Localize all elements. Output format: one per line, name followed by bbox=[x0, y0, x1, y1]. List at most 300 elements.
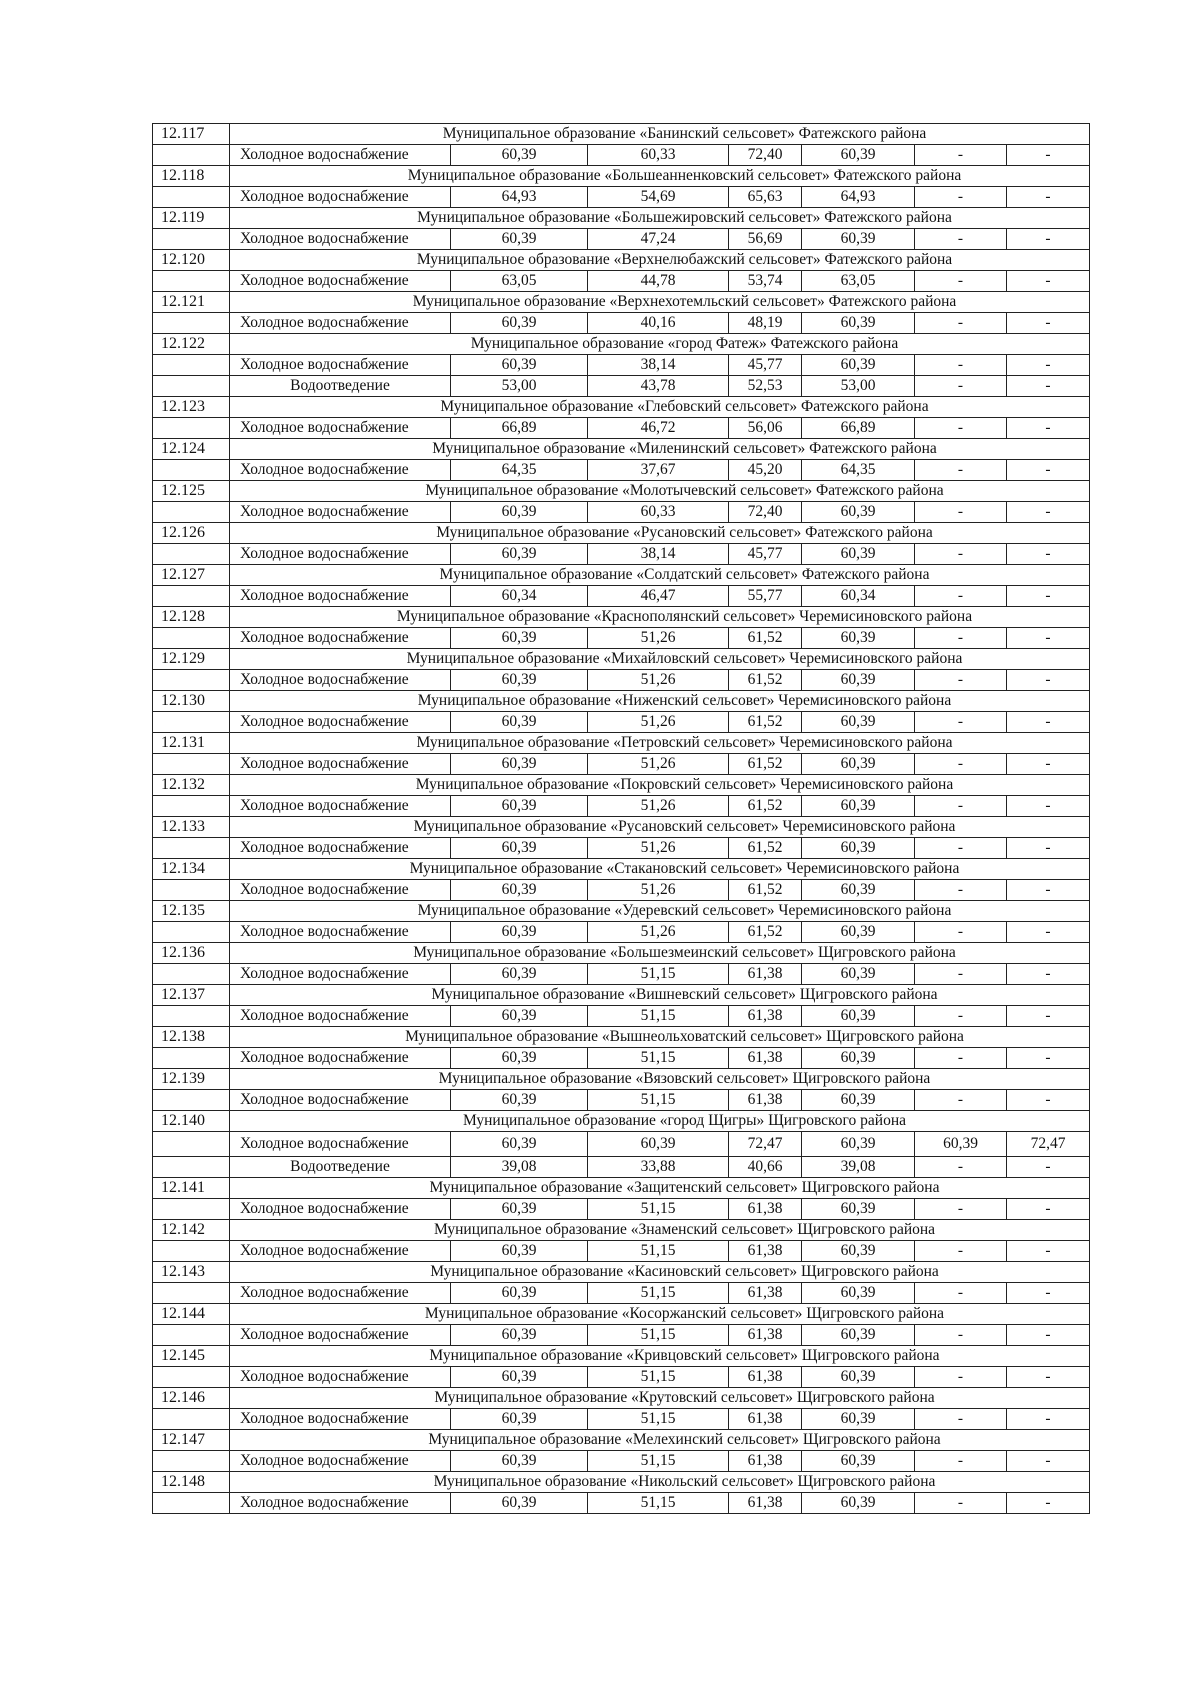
tariff-value: - bbox=[1007, 376, 1090, 397]
section-number: 12.143 bbox=[153, 1262, 230, 1283]
section-number: 12.120 bbox=[153, 250, 230, 271]
tariff-value: 61,38 bbox=[729, 1048, 802, 1069]
tariff-value: 51,26 bbox=[588, 880, 729, 901]
tariff-value: 51,26 bbox=[588, 670, 729, 691]
tariff-value: 60,39 bbox=[802, 1006, 915, 1027]
tariff-value: 38,14 bbox=[588, 544, 729, 565]
section-header-row bbox=[153, 250, 1090, 271]
blank-cell bbox=[153, 355, 230, 376]
tariff-value: 61,52 bbox=[729, 838, 802, 859]
section-title: Муниципальное образование «Большежировский сельсовет» Фатежского района bbox=[230, 208, 1090, 229]
tariff-value: - bbox=[1007, 544, 1090, 565]
tariff-value: 61,38 bbox=[729, 1006, 802, 1027]
section-title: Муниципальное образование «Кривцовский сельсовет» Щигровского района bbox=[230, 1346, 1090, 1367]
tariff-table bbox=[152, 123, 1090, 1514]
tariff-value: - bbox=[1007, 922, 1090, 943]
tariff-value: - bbox=[915, 964, 1007, 985]
section-title: Муниципальное образование «Вязовский сельсовет» Щигровского района bbox=[230, 1069, 1090, 1090]
tariff-value: 66,89 bbox=[451, 418, 588, 439]
tariff-value: 60,39 bbox=[802, 502, 915, 523]
service-name: Холодное водоснабжение bbox=[230, 838, 451, 859]
blank-cell bbox=[153, 628, 230, 649]
blank-cell bbox=[153, 1451, 230, 1472]
tariff-row bbox=[153, 796, 1090, 817]
tariff-value: 61,52 bbox=[729, 796, 802, 817]
tariff-row bbox=[153, 460, 1090, 481]
tariff-value: - bbox=[1007, 1451, 1090, 1472]
section-title: Муниципальное образование «город Щигры» Щигровского района bbox=[230, 1111, 1090, 1132]
tariff-value: - bbox=[915, 796, 1007, 817]
section-number: 12.127 bbox=[153, 565, 230, 586]
tariff-value: 51,15 bbox=[588, 1325, 729, 1346]
tariff-value: 60,39 bbox=[451, 754, 588, 775]
service-name: Холодное водоснабжение bbox=[230, 1048, 451, 1069]
section-header-row bbox=[153, 1111, 1090, 1132]
blank-cell bbox=[153, 1006, 230, 1027]
tariff-value: 48,19 bbox=[729, 313, 802, 334]
tariff-value: 51,15 bbox=[588, 964, 729, 985]
blank-cell bbox=[153, 187, 230, 208]
tariff-value: - bbox=[1007, 628, 1090, 649]
tariff-value: 60,39 bbox=[451, 145, 588, 166]
tariff-value: 61,52 bbox=[729, 754, 802, 775]
tariff-value: 60,39 bbox=[802, 1199, 915, 1220]
tariff-value: 55,77 bbox=[729, 586, 802, 607]
tariff-value: 61,38 bbox=[729, 1451, 802, 1472]
tariff-value: 52,53 bbox=[729, 376, 802, 397]
section-title: Муниципальное образование «Петровский сельсовет» Черемисиновского района bbox=[230, 733, 1090, 754]
tariff-value: 39,08 bbox=[802, 1157, 915, 1178]
section-number: 12.126 bbox=[153, 523, 230, 544]
tariff-value: 51,26 bbox=[588, 754, 729, 775]
section-header-row bbox=[153, 1346, 1090, 1367]
tariff-value: 60,39 bbox=[802, 1451, 915, 1472]
blank-cell bbox=[153, 922, 230, 943]
tariff-value: - bbox=[915, 313, 1007, 334]
tariff-value: 60,39 bbox=[915, 1132, 1007, 1157]
blank-cell bbox=[153, 796, 230, 817]
blank-cell bbox=[153, 586, 230, 607]
tariff-value: - bbox=[915, 628, 1007, 649]
tariff-value: 60,39 bbox=[451, 1132, 588, 1157]
tariff-value: 39,08 bbox=[451, 1157, 588, 1178]
tariff-value: 60,39 bbox=[451, 313, 588, 334]
tariff-value: 61,52 bbox=[729, 922, 802, 943]
tariff-value: 60,39 bbox=[451, 229, 588, 250]
service-name: Холодное водоснабжение bbox=[230, 502, 451, 523]
service-name: Холодное водоснабжение bbox=[230, 355, 451, 376]
tariff-value: 60,39 bbox=[802, 1241, 915, 1262]
blank-cell bbox=[153, 1199, 230, 1220]
section-number: 12.148 bbox=[153, 1472, 230, 1493]
tariff-value: 61,52 bbox=[729, 628, 802, 649]
tariff-value: 60,39 bbox=[802, 964, 915, 985]
tariff-value: - bbox=[1007, 964, 1090, 985]
section-number: 12.125 bbox=[153, 481, 230, 502]
section-title: Муниципальное образование «Михайловский сельсовет» Черемисиновского района bbox=[230, 649, 1090, 670]
tariff-value: - bbox=[915, 460, 1007, 481]
tariff-row bbox=[153, 1090, 1090, 1111]
tariff-value: 60,39 bbox=[451, 964, 588, 985]
tariff-value: 60,39 bbox=[451, 1409, 588, 1430]
blank-cell bbox=[153, 1325, 230, 1346]
section-title: Муниципальное образование «город Фатеж» Фатежского района bbox=[230, 334, 1090, 355]
tariff-value: 46,47 bbox=[588, 586, 729, 607]
section-title: Муниципальное образование «Верхнехотемльский сельсовет» Фатежского района bbox=[230, 292, 1090, 313]
tariff-value: - bbox=[915, 355, 1007, 376]
tariff-value: 61,38 bbox=[729, 1199, 802, 1220]
tariff-value: 53,00 bbox=[451, 376, 588, 397]
blank-cell bbox=[153, 1367, 230, 1388]
tariff-value: 60,39 bbox=[451, 1048, 588, 1069]
tariff-value: 60,39 bbox=[802, 754, 915, 775]
section-title: Муниципальное образование «Миленинский сельсовет» Фатежского района bbox=[230, 439, 1090, 460]
section-title: Муниципальное образование «Банинский сельсовет» Фатежского района bbox=[230, 124, 1090, 145]
section-title: Муниципальное образование «Верхнелюбажский сельсовет» Фатежского района bbox=[230, 250, 1090, 271]
section-header-row bbox=[153, 775, 1090, 796]
tariff-value: - bbox=[1007, 754, 1090, 775]
service-name: Холодное водоснабжение bbox=[230, 1493, 451, 1514]
blank-cell bbox=[153, 964, 230, 985]
tariff-value: 51,26 bbox=[588, 922, 729, 943]
tariff-value: 61,38 bbox=[729, 1283, 802, 1304]
tariff-value: 60,39 bbox=[451, 355, 588, 376]
blank-cell bbox=[153, 1283, 230, 1304]
tariff-row bbox=[153, 229, 1090, 250]
tariff-value: - bbox=[915, 586, 1007, 607]
tariff-value: 40,66 bbox=[729, 1157, 802, 1178]
tariff-value: - bbox=[915, 1493, 1007, 1514]
tariff-value: 51,26 bbox=[588, 712, 729, 733]
section-header-row bbox=[153, 943, 1090, 964]
section-header-row bbox=[153, 859, 1090, 880]
section-number: 12.124 bbox=[153, 439, 230, 460]
section-header-row bbox=[153, 1262, 1090, 1283]
section-title: Муниципальное образование «Удеревский сельсовет» Черемисиновского района bbox=[230, 901, 1090, 922]
tariff-value: 51,15 bbox=[588, 1199, 729, 1220]
tariff-value: - bbox=[915, 670, 1007, 691]
tariff-value: - bbox=[915, 145, 1007, 166]
tariff-value: 64,35 bbox=[802, 460, 915, 481]
tariff-value: - bbox=[1007, 313, 1090, 334]
tariff-row bbox=[153, 1325, 1090, 1346]
tariff-value: 61,38 bbox=[729, 1367, 802, 1388]
section-title: Муниципальное образование «Знаменский сельсовет» Щигровского района bbox=[230, 1220, 1090, 1241]
tariff-value: 51,26 bbox=[588, 838, 729, 859]
tariff-value: 46,72 bbox=[588, 418, 729, 439]
section-title: Муниципальное образование «Большезмеинский сельсовет» Щигровского района bbox=[230, 943, 1090, 964]
tariff-value: 60,39 bbox=[451, 1325, 588, 1346]
section-header-row bbox=[153, 733, 1090, 754]
tariff-value: - bbox=[1007, 187, 1090, 208]
section-number: 12.119 bbox=[153, 208, 230, 229]
tariff-row bbox=[153, 880, 1090, 901]
blank-cell bbox=[153, 1157, 230, 1178]
blank-cell bbox=[153, 1241, 230, 1262]
tariff-row bbox=[153, 502, 1090, 523]
service-name: Холодное водоснабжение bbox=[230, 460, 451, 481]
tariff-value: 60,39 bbox=[451, 544, 588, 565]
tariff-value: - bbox=[915, 1409, 1007, 1430]
section-title: Муниципальное образование «Большеанненковский сельсовет» Фатежского района bbox=[230, 166, 1090, 187]
section-header-row bbox=[153, 649, 1090, 670]
tariff-value: 72,47 bbox=[729, 1132, 802, 1157]
tariff-value: 51,26 bbox=[588, 628, 729, 649]
service-name: Холодное водоснабжение bbox=[230, 670, 451, 691]
service-name: Водоотведение bbox=[230, 1157, 451, 1178]
tariff-value: - bbox=[915, 838, 1007, 859]
section-header-row bbox=[153, 1027, 1090, 1048]
tariff-value: - bbox=[915, 712, 1007, 733]
tariff-value: 60,39 bbox=[588, 1132, 729, 1157]
service-name: Холодное водоснабжение bbox=[230, 964, 451, 985]
tariff-value: 51,15 bbox=[588, 1367, 729, 1388]
section-number: 12.117 bbox=[153, 124, 230, 145]
tariff-value: 61,38 bbox=[729, 1090, 802, 1111]
service-name: Холодное водоснабжение bbox=[230, 796, 451, 817]
tariff-row bbox=[153, 1409, 1090, 1430]
section-number: 12.130 bbox=[153, 691, 230, 712]
tariff-row bbox=[153, 376, 1090, 397]
tariff-value: 60,39 bbox=[451, 1241, 588, 1262]
section-number: 12.121 bbox=[153, 292, 230, 313]
blank-cell bbox=[153, 544, 230, 565]
tariff-value: 60,39 bbox=[451, 1367, 588, 1388]
blank-cell bbox=[153, 1493, 230, 1514]
service-name: Холодное водоснабжение bbox=[230, 1090, 451, 1111]
tariff-value: 60,39 bbox=[802, 1283, 915, 1304]
tariff-value: - bbox=[915, 502, 1007, 523]
section-number: 12.132 bbox=[153, 775, 230, 796]
tariff-value: - bbox=[1007, 1409, 1090, 1430]
tariff-value: 56,06 bbox=[729, 418, 802, 439]
tariff-value: - bbox=[1007, 418, 1090, 439]
section-title: Муниципальное образование «Глебовский сельсовет» Фатежского района bbox=[230, 397, 1090, 418]
service-name: Холодное водоснабжение bbox=[230, 187, 451, 208]
tariff-value: 60,39 bbox=[451, 1199, 588, 1220]
tariff-value: 60,39 bbox=[802, 1325, 915, 1346]
section-title: Муниципальное образование «Стакановский сельсовет» Черемисиновского района bbox=[230, 859, 1090, 880]
service-name: Холодное водоснабжение bbox=[230, 313, 451, 334]
tariff-value: - bbox=[915, 1199, 1007, 1220]
tariff-value: 61,38 bbox=[729, 1241, 802, 1262]
tariff-value: 61,52 bbox=[729, 670, 802, 691]
tariff-value: 60,39 bbox=[802, 229, 915, 250]
tariff-value: 72,40 bbox=[729, 502, 802, 523]
tariff-value: - bbox=[915, 1325, 1007, 1346]
tariff-value: - bbox=[1007, 880, 1090, 901]
tariff-value: 61,52 bbox=[729, 712, 802, 733]
section-header-row bbox=[153, 691, 1090, 712]
tariff-value: 60,39 bbox=[802, 355, 915, 376]
section-header-row bbox=[153, 292, 1090, 313]
tariff-row bbox=[153, 355, 1090, 376]
service-name: Холодное водоснабжение bbox=[230, 1367, 451, 1388]
service-name: Холодное водоснабжение bbox=[230, 229, 451, 250]
service-name: Холодное водоснабжение bbox=[230, 880, 451, 901]
section-number: 12.144 bbox=[153, 1304, 230, 1325]
tariff-value: 60,39 bbox=[802, 922, 915, 943]
tariff-value: - bbox=[1007, 712, 1090, 733]
tariff-value: - bbox=[1007, 838, 1090, 859]
section-header-row bbox=[153, 1472, 1090, 1493]
service-name: Холодное водоснабжение bbox=[230, 1325, 451, 1346]
tariff-row bbox=[153, 670, 1090, 691]
section-header-row bbox=[153, 1220, 1090, 1241]
tariff-row bbox=[153, 838, 1090, 859]
tariff-value: - bbox=[1007, 1157, 1090, 1178]
section-header-row bbox=[153, 1388, 1090, 1409]
tariff-value: 66,89 bbox=[802, 418, 915, 439]
blank-cell bbox=[153, 1090, 230, 1111]
section-number: 12.128 bbox=[153, 607, 230, 628]
tariff-value: - bbox=[1007, 1325, 1090, 1346]
tariff-row bbox=[153, 712, 1090, 733]
service-name: Холодное водоснабжение bbox=[230, 1132, 451, 1157]
tariff-value: 44,78 bbox=[588, 271, 729, 292]
tariff-value: - bbox=[1007, 145, 1090, 166]
section-header-row bbox=[153, 208, 1090, 229]
table-body bbox=[153, 124, 1090, 1514]
service-name: Холодное водоснабжение bbox=[230, 418, 451, 439]
section-number: 12.142 bbox=[153, 1220, 230, 1241]
tariff-value: 60,39 bbox=[802, 1048, 915, 1069]
tariff-value: 60,39 bbox=[802, 1132, 915, 1157]
tariff-value: - bbox=[1007, 670, 1090, 691]
tariff-value: 61,38 bbox=[729, 964, 802, 985]
tariff-value: 60,39 bbox=[451, 670, 588, 691]
tariff-value: - bbox=[915, 418, 1007, 439]
service-name: Холодное водоснабжение bbox=[230, 1409, 451, 1430]
tariff-value: 60,39 bbox=[802, 544, 915, 565]
section-header-row bbox=[153, 439, 1090, 460]
blank-cell bbox=[153, 1132, 230, 1157]
tariff-row bbox=[153, 1006, 1090, 1027]
section-title: Муниципальное образование «Мелехинский сельсовет» Щигровского района bbox=[230, 1430, 1090, 1451]
section-title: Муниципальное образование «Солдатский сельсовет» Фатежского района bbox=[230, 565, 1090, 586]
tariff-value: 51,15 bbox=[588, 1090, 729, 1111]
tariff-value: - bbox=[1007, 1006, 1090, 1027]
tariff-value: 63,05 bbox=[451, 271, 588, 292]
tariff-row bbox=[153, 1283, 1090, 1304]
tariff-row bbox=[153, 754, 1090, 775]
tariff-value: 60,39 bbox=[451, 838, 588, 859]
tariff-value: 51,26 bbox=[588, 796, 729, 817]
service-name: Холодное водоснабжение bbox=[230, 628, 451, 649]
service-name: Холодное водоснабжение bbox=[230, 271, 451, 292]
service-name: Холодное водоснабжение bbox=[230, 754, 451, 775]
tariff-value: - bbox=[915, 1283, 1007, 1304]
tariff-value: 64,93 bbox=[802, 187, 915, 208]
tariff-value: 60,34 bbox=[451, 586, 588, 607]
tariff-value: 45,20 bbox=[729, 460, 802, 481]
blank-cell bbox=[153, 145, 230, 166]
tariff-value: 51,15 bbox=[588, 1048, 729, 1069]
tariff-value: - bbox=[915, 229, 1007, 250]
tariff-value: - bbox=[1007, 1283, 1090, 1304]
tariff-value: - bbox=[915, 376, 1007, 397]
tariff-value: - bbox=[915, 880, 1007, 901]
section-title: Муниципальное образование «Ниженский сельсовет» Черемисиновского района bbox=[230, 691, 1090, 712]
section-header-row bbox=[153, 985, 1090, 1006]
tariff-value: 64,93 bbox=[451, 187, 588, 208]
section-number: 12.137 bbox=[153, 985, 230, 1006]
tariff-value: 45,77 bbox=[729, 544, 802, 565]
tariff-value: 37,67 bbox=[588, 460, 729, 481]
tariff-value: - bbox=[1007, 1199, 1090, 1220]
tariff-value: 72,47 bbox=[1007, 1132, 1090, 1157]
tariff-value: - bbox=[1007, 229, 1090, 250]
tariff-row bbox=[153, 586, 1090, 607]
tariff-value: 60,39 bbox=[451, 880, 588, 901]
tariff-value: - bbox=[915, 187, 1007, 208]
section-number: 12.147 bbox=[153, 1430, 230, 1451]
tariff-value: 60,39 bbox=[802, 1409, 915, 1430]
tariff-value: 72,40 bbox=[729, 145, 802, 166]
tariff-value: 51,15 bbox=[588, 1493, 729, 1514]
tariff-value: 60,34 bbox=[802, 586, 915, 607]
tariff-row bbox=[153, 1451, 1090, 1472]
section-header-row bbox=[153, 817, 1090, 838]
tariff-value: - bbox=[1007, 502, 1090, 523]
tariff-value: 51,15 bbox=[588, 1451, 729, 1472]
blank-cell bbox=[153, 418, 230, 439]
blank-cell bbox=[153, 313, 230, 334]
blank-cell bbox=[153, 670, 230, 691]
tariff-value: - bbox=[915, 1241, 1007, 1262]
tariff-value: 61,38 bbox=[729, 1409, 802, 1430]
section-title: Муниципальное образование «Касиновский сельсовет» Щигровского района bbox=[230, 1262, 1090, 1283]
tariff-row bbox=[153, 1199, 1090, 1220]
tariff-value: 60,39 bbox=[802, 1367, 915, 1388]
section-header-row bbox=[153, 523, 1090, 544]
tariff-value: - bbox=[915, 1006, 1007, 1027]
tariff-value: - bbox=[1007, 1367, 1090, 1388]
tariff-value: 60,39 bbox=[802, 313, 915, 334]
tariff-value: - bbox=[1007, 1048, 1090, 1069]
tariff-row bbox=[153, 1048, 1090, 1069]
tariff-value: 60,39 bbox=[802, 838, 915, 859]
tariff-value: 60,39 bbox=[451, 1090, 588, 1111]
section-number: 12.129 bbox=[153, 649, 230, 670]
blank-cell bbox=[153, 229, 230, 250]
blank-cell bbox=[153, 712, 230, 733]
section-header-row bbox=[153, 565, 1090, 586]
tariff-value: 60,39 bbox=[802, 670, 915, 691]
section-number: 12.135 bbox=[153, 901, 230, 922]
section-header-row bbox=[153, 1430, 1090, 1451]
tariff-value: - bbox=[915, 1048, 1007, 1069]
tariff-value: 60,39 bbox=[451, 628, 588, 649]
section-title: Муниципальное образование «Русановский сельсовет» Черемисиновского района bbox=[230, 817, 1090, 838]
tariff-row bbox=[153, 418, 1090, 439]
tariff-value: 33,88 bbox=[588, 1157, 729, 1178]
tariff-value: - bbox=[1007, 1090, 1090, 1111]
tariff-value: - bbox=[915, 1157, 1007, 1178]
tariff-value: 60,39 bbox=[451, 1493, 588, 1514]
section-header-row bbox=[153, 1178, 1090, 1199]
section-number: 12.140 bbox=[153, 1111, 230, 1132]
tariff-value: 43,78 bbox=[588, 376, 729, 397]
tariff-value: 60,39 bbox=[802, 1493, 915, 1514]
blank-cell bbox=[153, 502, 230, 523]
tariff-value: 60,39 bbox=[451, 712, 588, 733]
section-header-row bbox=[153, 334, 1090, 355]
tariff-value: 61,38 bbox=[729, 1325, 802, 1346]
tariff-row bbox=[153, 145, 1090, 166]
service-name: Холодное водоснабжение bbox=[230, 586, 451, 607]
service-name: Холодное водоснабжение bbox=[230, 1241, 451, 1262]
